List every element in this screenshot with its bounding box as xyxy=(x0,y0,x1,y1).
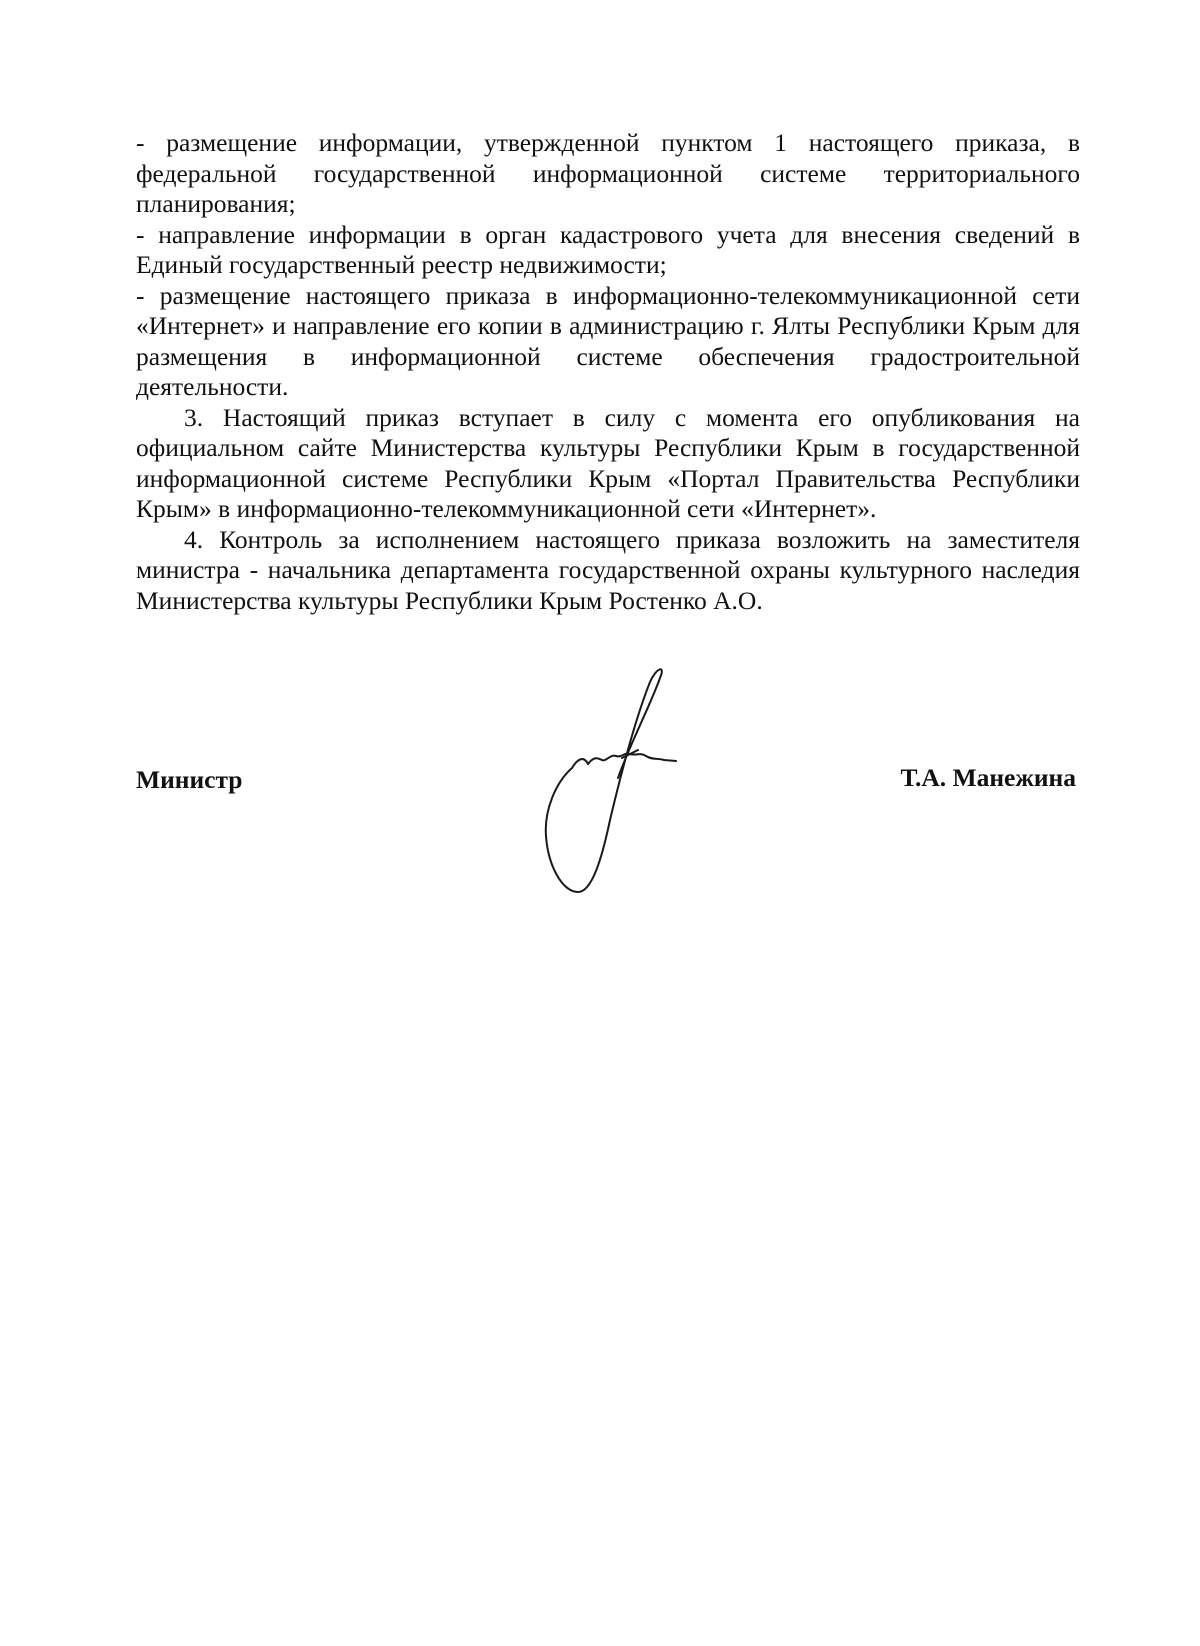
paragraph-egrn: - направление информации в орган кадастрового учета для внесения сведений в Единый государственный реестр недвижимости; xyxy=(136,219,1080,279)
document-body xyxy=(136,128,1080,616)
signatory-title: Министр xyxy=(136,765,243,794)
paragraph-internet-publication: - размещение настоящего приказа в информационно-телекоммуникационной сети «Интернет» и направление его копии в администрацию г. Ялты Республики Крым для размещения в информационной системе обеспечения градостроительной деятельности. xyxy=(136,280,1080,401)
handwritten-signature xyxy=(526,660,696,900)
signatory-name: Т.А. Манежина xyxy=(900,763,1076,792)
signature-block xyxy=(136,660,1080,900)
paragraph-item-3: 3. Настоящий приказ вступает в силу с момента его опубликования на официальном сайте Министерства культуры Республики Крым в государственной информационной системе Республики Крым «Портал Правительства Республики Крым» в информационно-телекоммуникационной сети «Интернет». xyxy=(136,402,1080,523)
paragraph-item-4: 4. Контроль за исполнением настоящего приказа возложить на заместителя министра - начальника департамента государственной охраны культурного наследия Министерства культуры Республики Крым Ростенко А.О. xyxy=(136,524,1080,615)
paragraph-fgis-tp: - размещение информации, утвержденной пунктом 1 настоящего приказа, в федеральной государственной информационной системе территориального планирования; xyxy=(136,128,1080,218)
